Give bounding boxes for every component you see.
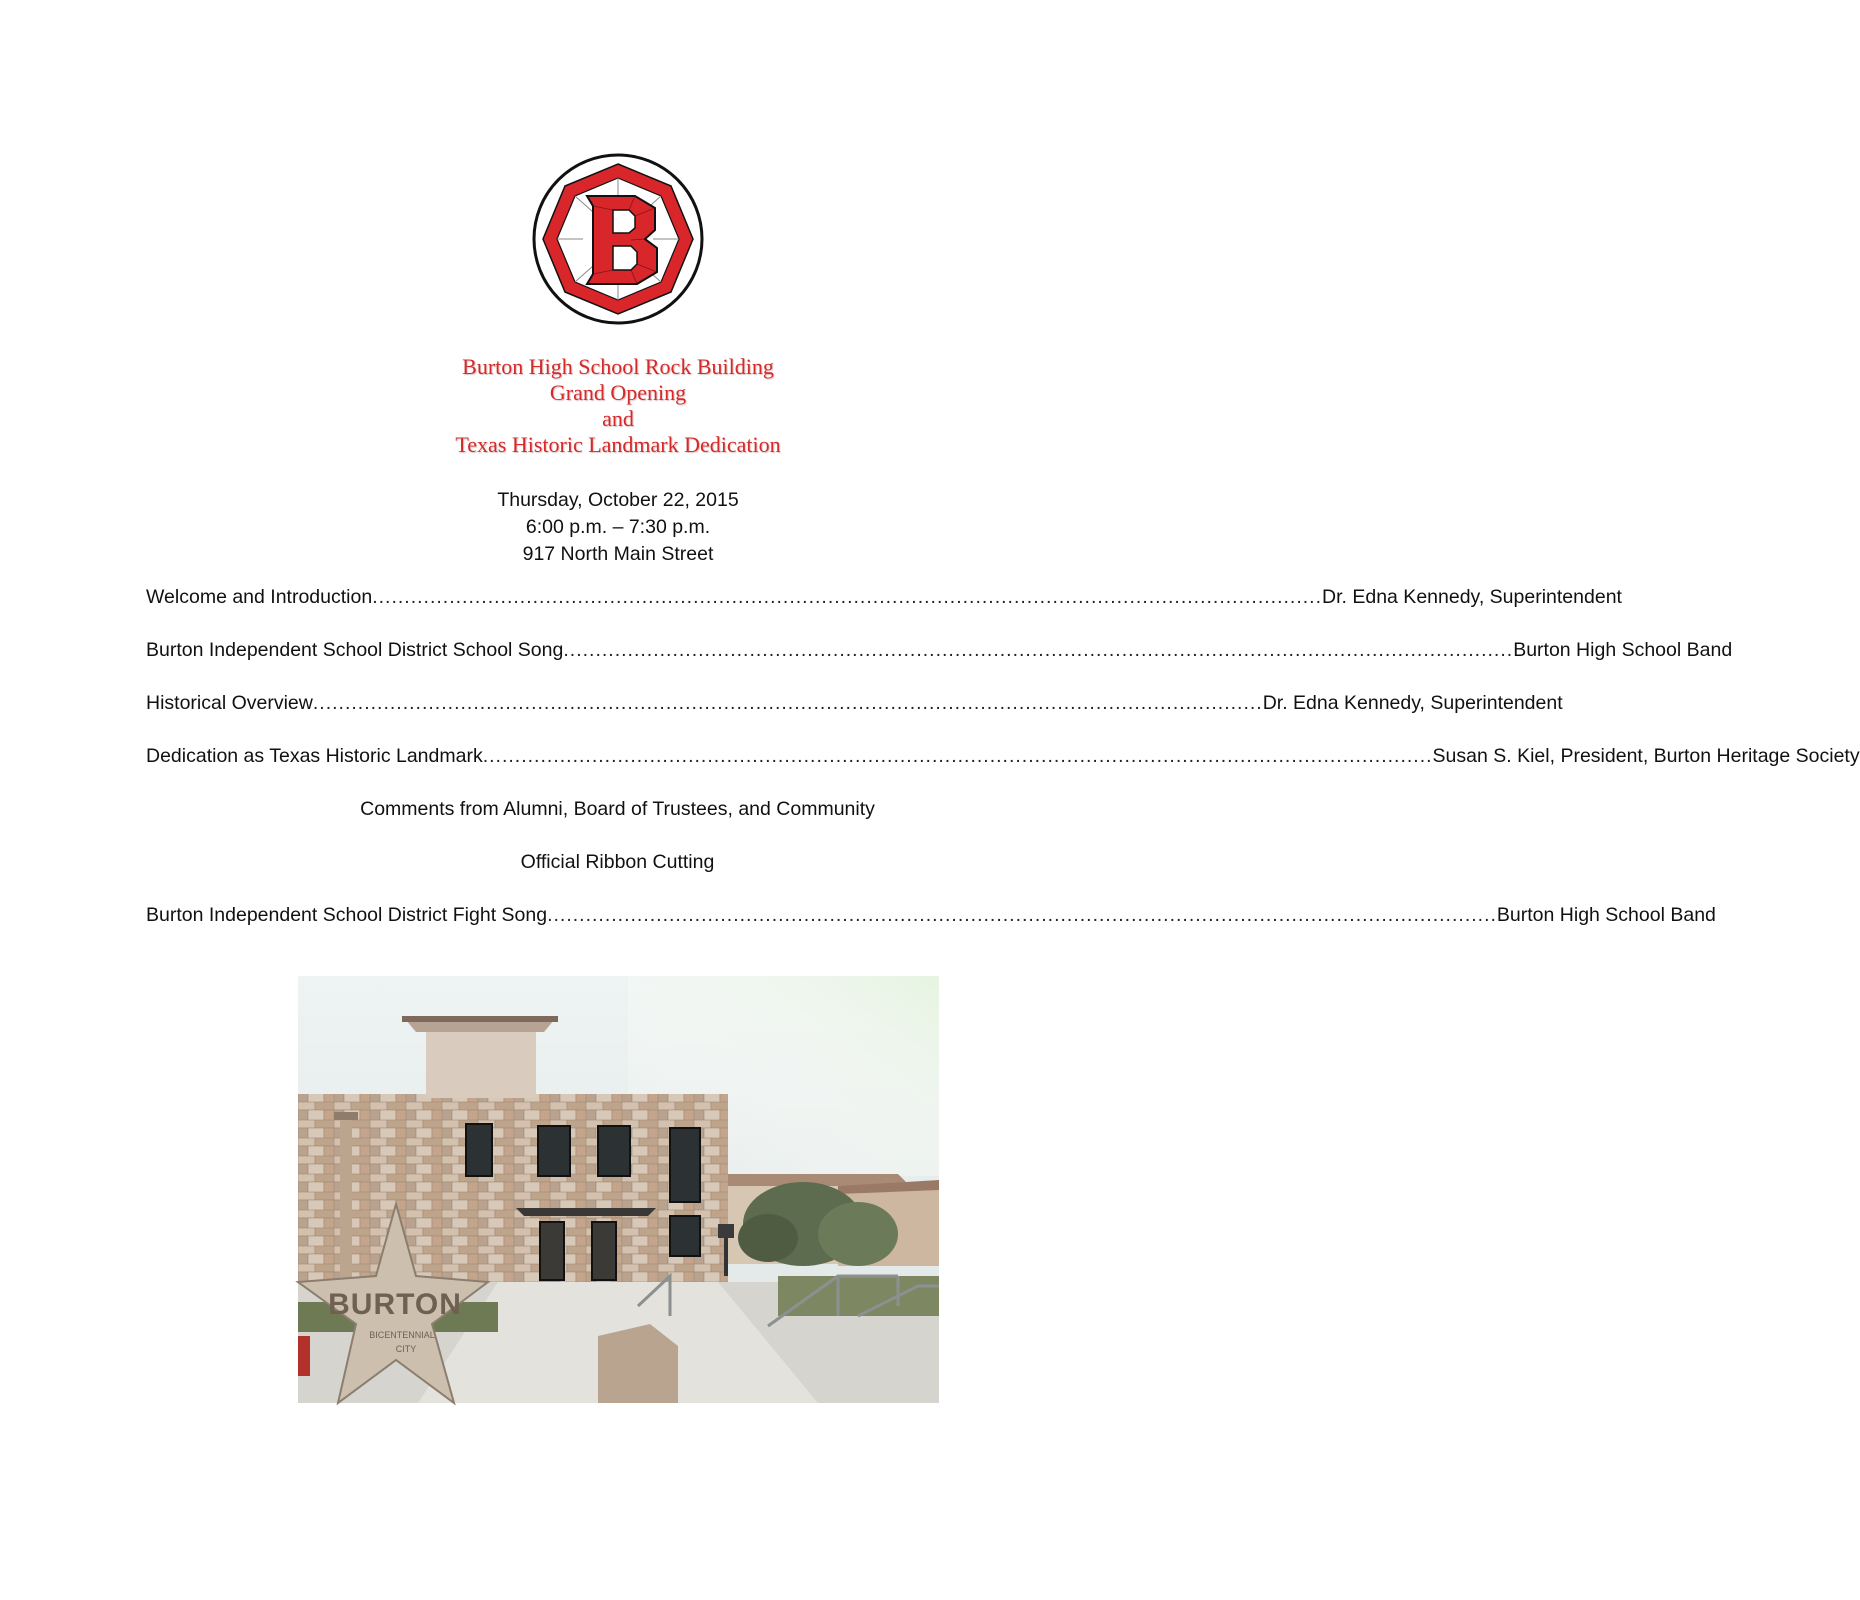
- program-item-presenter: Susan S. Kiel, President, Burton Heritage Society: [1432, 745, 1860, 767]
- program-item: [146, 692, 1563, 720]
- dot-leader: ....................................................................................................................................................: [312, 692, 1263, 714]
- title-line-2: Grand Opening: [549, 380, 687, 405]
- event-date: Thursday, October 22, 2015: [497, 489, 739, 511]
- dot-leader: ....................................................................................................................................................: [547, 904, 1497, 926]
- monument-sign-line2: BICENTENNIAL: [369, 1330, 435, 1340]
- monument-sign-line3: CITY: [395, 1344, 417, 1354]
- dot-leader: ....................................................................................................................................................: [372, 586, 1323, 608]
- program-item-presenter: Dr. Edna Kennedy, Superintendent: [1322, 586, 1622, 608]
- program-item-title: Welcome and Introduction: [146, 586, 373, 608]
- program-item: [146, 745, 1860, 773]
- program-item-presenter: Burton High School Band: [1496, 904, 1716, 926]
- building-photo: [298, 976, 939, 1403]
- title-line-1: Burton High School Rock Building: [462, 354, 774, 379]
- school-logo: [531, 152, 705, 326]
- program-item-title: Dedication as Texas Historic Landmark: [146, 745, 483, 767]
- program-item-title: Burton Independent School District School Song: [146, 639, 564, 661]
- program-item-title: Official Ribbon Cutting: [520, 851, 715, 873]
- program-item: [146, 798, 1089, 826]
- title-line-3: and: [602, 406, 634, 431]
- program-item-presenter: Burton High School Band: [1513, 639, 1733, 661]
- event-address: 917 North Main Street: [522, 543, 714, 565]
- program-item: [146, 851, 1089, 879]
- program-item-title: Burton Independent School District Fight Song: [146, 904, 548, 926]
- dot-leader: ....................................................................................................................................................: [482, 745, 1433, 767]
- program-item-title: Comments from Alumni, Board of Trustees, and Community: [360, 798, 875, 820]
- event-time: 6:00 p.m. – 7:30 p.m.: [525, 516, 711, 538]
- monument-sign-line1: BURTON: [328, 1288, 462, 1321]
- dot-leader: ....................................................................................................................................................: [563, 639, 1514, 661]
- program-item: [146, 904, 1716, 932]
- program-item-title: Historical Overview: [146, 692, 313, 714]
- program-item: [146, 639, 1733, 667]
- title-line-4: Texas Historic Landmark Dedication: [455, 432, 781, 457]
- event-title: [0, 354, 1236, 458]
- program-item: [146, 586, 1622, 614]
- event-details: [0, 487, 1236, 568]
- program-item-presenter: Dr. Edna Kennedy, Superintendent: [1262, 692, 1563, 714]
